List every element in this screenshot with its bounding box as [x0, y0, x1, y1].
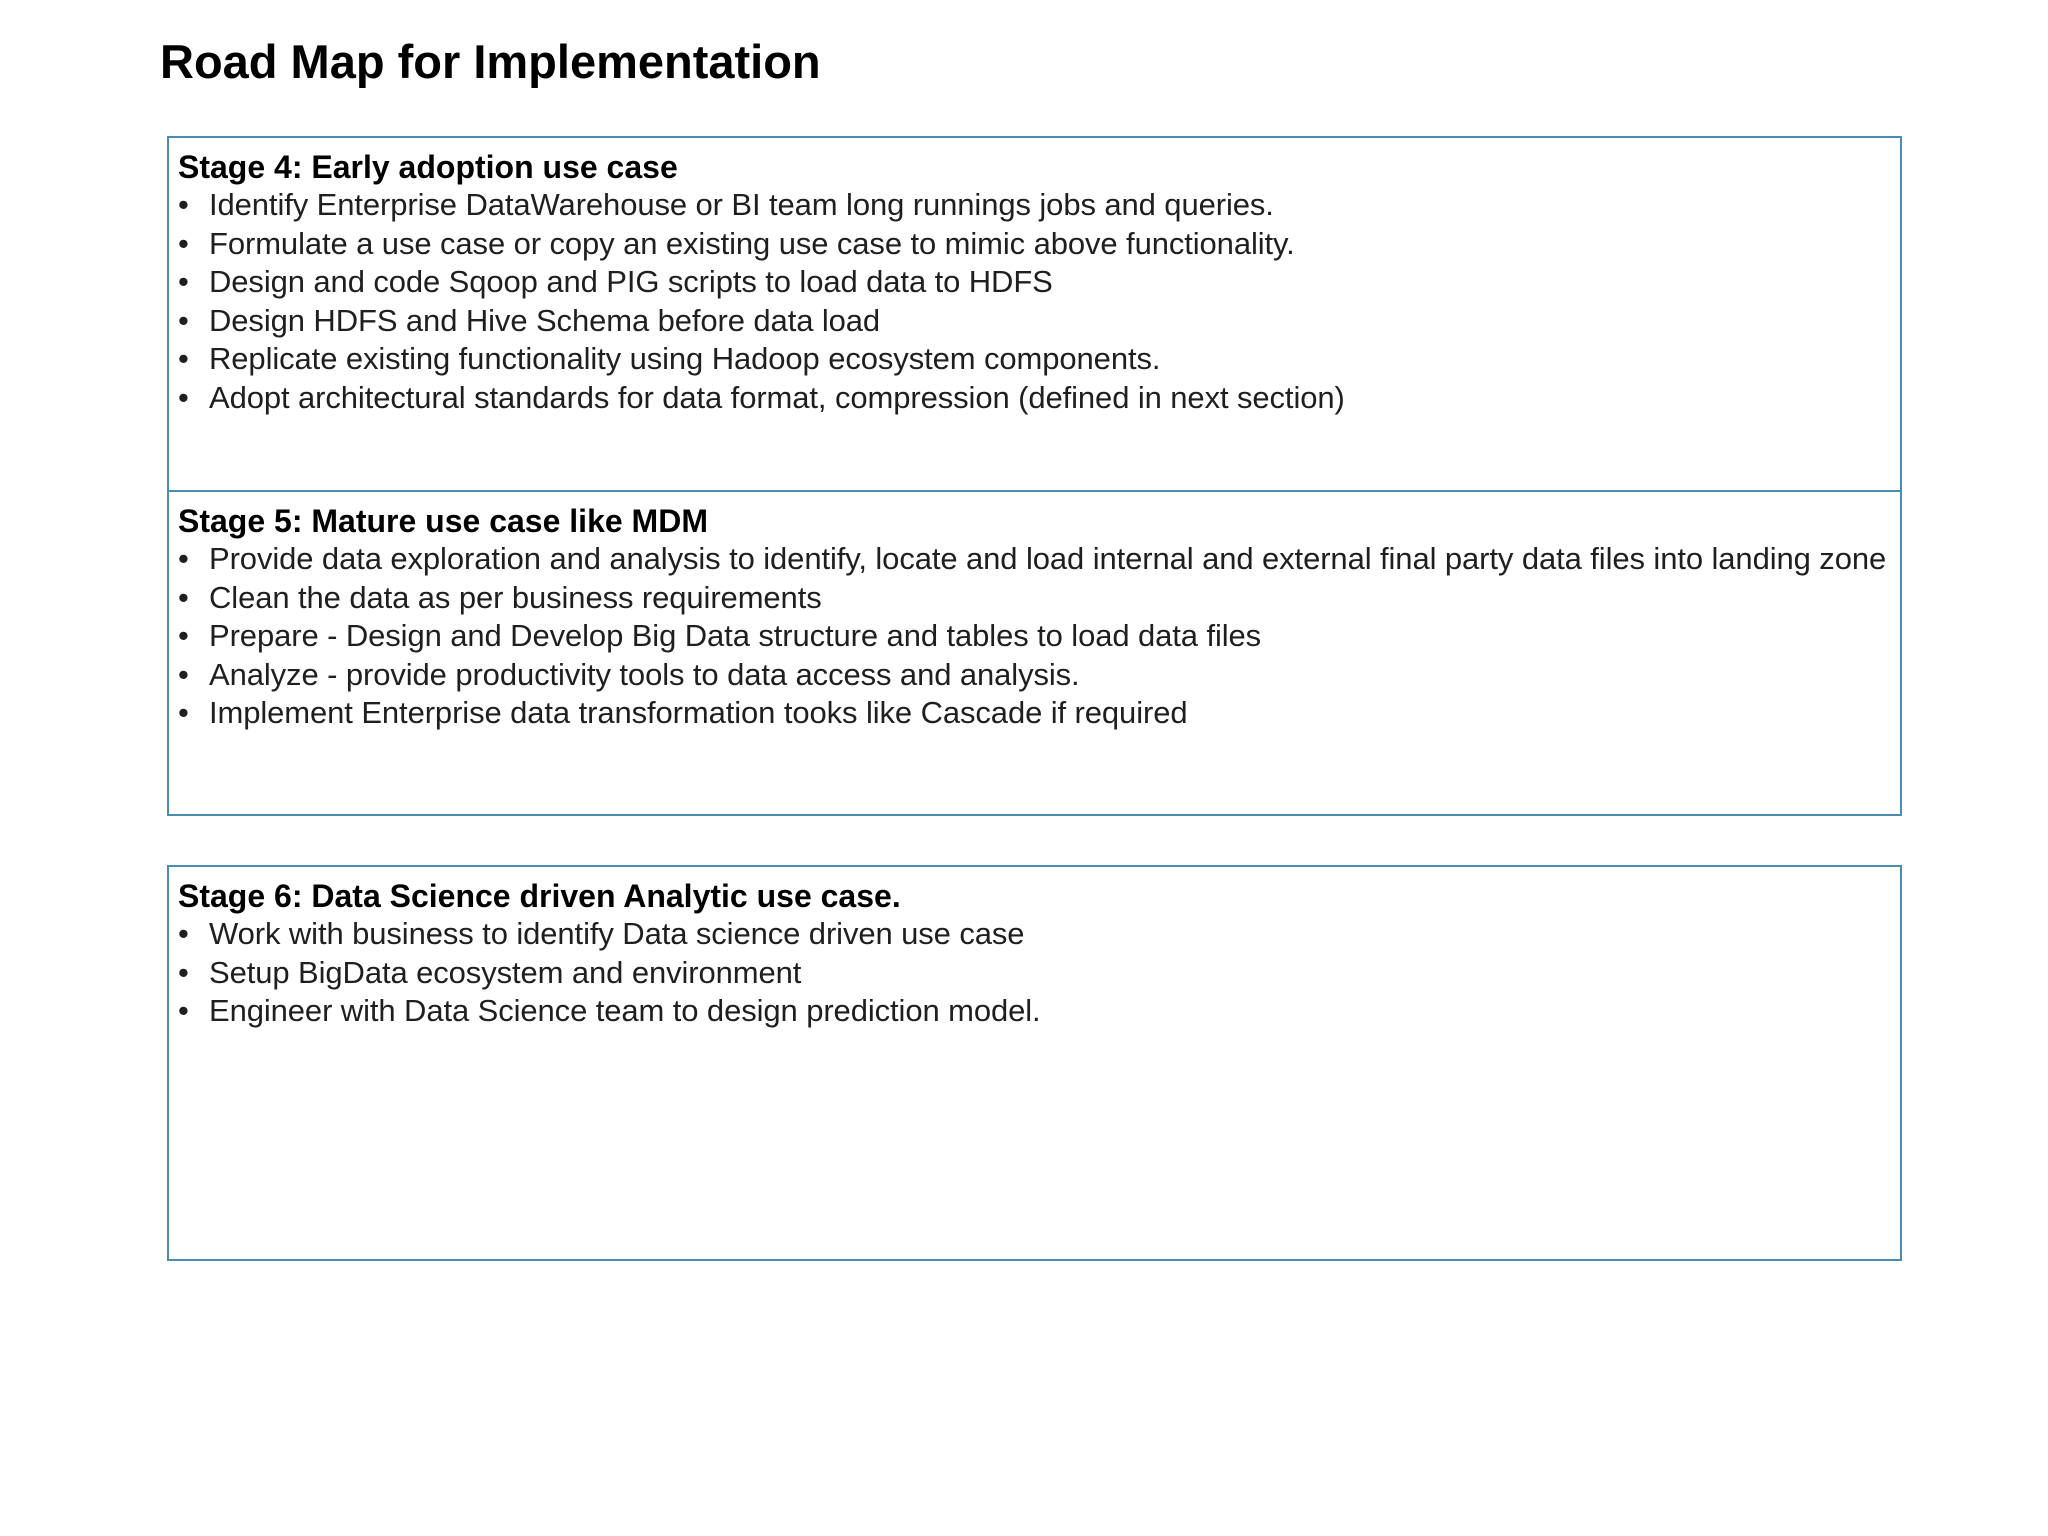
list-item	[178, 263, 1892, 302]
list-item-text: Formulate a use case or copy an existing use case to mimic above functionality.	[209, 225, 1295, 261]
stage-5-section	[169, 492, 1900, 814]
bullet-icon: •	[178, 695, 189, 730]
list-item	[178, 954, 1892, 993]
bullet-icon: •	[178, 541, 189, 576]
stage-6-section	[169, 867, 1900, 1259]
bullet-icon: •	[178, 379, 189, 415]
stage-4-section	[169, 138, 1900, 490]
stage-5-heading: Stage 5: Mature use case like MDM	[178, 503, 708, 539]
list-item-text: Design HDFS and Hive Schema before data load	[209, 302, 881, 338]
list-item	[178, 225, 1892, 264]
list-item-text: Replicate existing functionality using Hadoop ecosystem components.	[209, 341, 1161, 376]
list-item	[178, 540, 1892, 579]
bullet-icon: •	[178, 225, 189, 261]
list-item	[178, 379, 1892, 418]
stage-box-6	[167, 865, 1902, 1261]
list-item-text: Adopt architectural standards for data format, compression (defined in next section)	[209, 379, 1345, 415]
list-item-text: Design and code Sqoop and PIG scripts to load data to HDFS	[209, 264, 1053, 299]
list-item-text: Engineer with Data Science team to design prediction model.	[209, 993, 1041, 1028]
stage-6-heading: Stage 6: Data Science driven Analytic use case.	[178, 878, 901, 914]
list-item-text: Analyze - provide productivity tools to data access and analysis.	[209, 656, 1080, 692]
list-item	[178, 656, 1892, 695]
bullet-icon: •	[178, 187, 189, 222]
bullet-icon: •	[178, 656, 189, 692]
list-item-text: Setup BigData ecosystem and environment	[209, 954, 802, 990]
list-item	[178, 340, 1892, 379]
list-item-text: Clean the data as per business requirements	[209, 579, 822, 615]
list-item-text: Prepare - Design and Develop Big Data structure and tables to load data files	[209, 618, 1262, 653]
bullet-icon: •	[178, 302, 189, 338]
bullet-icon: •	[178, 954, 189, 990]
bullet-icon: •	[178, 618, 189, 653]
bullet-icon: •	[178, 916, 189, 951]
stage-box-4-5	[167, 136, 1902, 816]
list-item-text: Work with business to identify Data science driven use case	[209, 916, 1025, 951]
list-item	[178, 186, 1892, 225]
list-item	[178, 302, 1892, 341]
list-item-text: Provide data exploration and analysis to identify, locate and load internal and external final party data files into landing zone	[209, 541, 1887, 576]
stage-6-bullet-list	[178, 915, 1892, 1031]
bullet-icon: •	[178, 993, 189, 1028]
list-item	[178, 915, 1892, 954]
stage-5-bullet-list	[178, 540, 1892, 733]
list-item	[178, 617, 1892, 656]
bullet-icon: •	[178, 579, 189, 615]
stage-4-bullet-list	[178, 186, 1892, 417]
stage-4-heading: Stage 4: Early adoption use case	[178, 149, 678, 185]
list-item	[178, 992, 1892, 1031]
bullet-icon: •	[178, 341, 189, 376]
list-item	[178, 694, 1892, 733]
list-item-text: Implement Enterprise data transformation tooks like Cascade if required	[209, 695, 1188, 730]
list-item	[178, 579, 1892, 618]
list-item-text: Identify Enterprise DataWarehouse or BI team long runnings jobs and queries.	[209, 187, 1274, 222]
page-title: Road Map for Implementation	[160, 35, 821, 88]
bullet-icon: •	[178, 264, 189, 299]
